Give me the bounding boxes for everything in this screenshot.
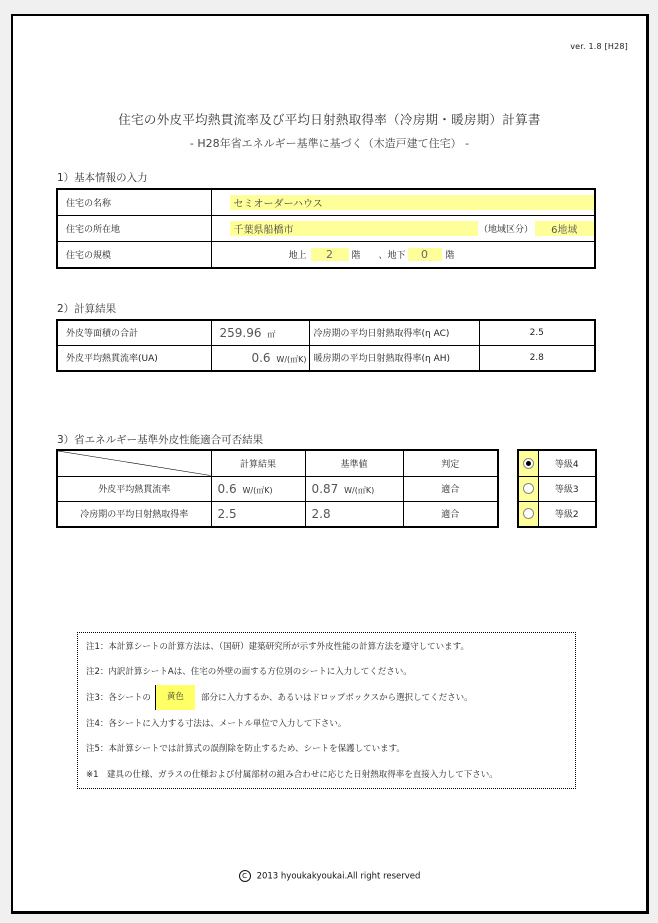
eta-ac-label: 冷房期の平均日射熱取得率(η AC) [309,320,479,345]
below-ground-input[interactable]: 0 [408,248,442,261]
area-unit: ㎡ [267,329,276,339]
above-ground-input[interactable]: 2 [311,248,349,261]
radio-selected-icon[interactable] [523,458,534,469]
header-standard: 基準値 [305,450,403,476]
note-3-prefix: 注3：各シートの [86,693,151,703]
compliance-table [56,449,499,528]
floor-unit-label: 階 [351,250,361,261]
above-ground-label: 地上 [288,250,307,261]
calculation-sheet-page [11,14,649,914]
section1-title: 1）基本情報の入力 [57,172,148,184]
table-row [57,476,498,501]
result-cell [211,476,305,501]
ua-value: 0.6 [251,350,271,365]
note-3-suffix: 部分に入力するか、あるいはドロップボックスから選択してください。 [200,693,473,703]
below-ground-label: 、地下 [378,250,406,261]
standard-cell [305,476,403,501]
result-unit: W/(㎡K) [242,485,273,495]
area-label: 外皮等面積の合計 [57,320,211,345]
result-value: 0.6 [217,481,237,496]
version-label: ver. 1.8 [H28] [570,42,628,51]
grade-radio-cell[interactable] [518,476,538,501]
note-5: 注5：本計算シートでは計算式の誤削除を防止するため、シートを保護しています。 [86,744,405,754]
radio-unselected-icon[interactable] [523,483,534,494]
header-result: 計算結果 [211,450,305,476]
calc-results-table [56,319,596,372]
note-1: 注1：本計算シートの計算方法は、（国研）建築研究所が示す外皮性能の計算方法を遵守しています。 [86,642,469,652]
section2-title: 2）計算結果 [57,303,117,315]
page-title: 住宅の外皮平均熱貫流率及び平均日射熱取得率（冷房期・暖房期）計算書 [118,112,541,127]
standard-value: 0.87 [311,481,339,496]
eta-ah-label: 暖房期の平均日射熱取得率(η AH) [309,345,479,371]
ua-unit: W/(㎡K) [276,354,307,364]
section3-title: 3）省エネルギー基準外皮性能適合可否結果 [57,434,264,446]
eta-ah-value: 2.8 [479,345,595,371]
note-2: 注2：内訳計算シートAは、住宅の外壁の面する方位別のシートに入力してください。 [86,667,412,677]
header-diagonal-cell [57,450,211,476]
copyright-footer [13,870,646,882]
radio-unselected-icon[interactable] [523,508,534,519]
grade-option[interactable] [518,501,596,527]
area-value: 259.96 [219,325,262,340]
region-label: （地域区分） [478,224,533,235]
standard-value: 2.8 [311,506,331,521]
diagonal-line [58,451,211,476]
house-name-cell [211,189,595,215]
grade-radio-cell[interactable] [518,450,538,476]
house-scale-label: 住宅の規模 [57,241,211,268]
house-name-input[interactable]: セミオーダーハウス [230,195,595,210]
grade-option[interactable] [518,450,596,476]
note-6: ※1 建具の仕様、ガラスの仕様および付属部材の組み合わせに応じた日射熱取得率を直接入力して下さい。 [86,770,498,780]
ua-cell [211,345,309,371]
result-cell [211,501,305,527]
house-location-input[interactable]: 千葉県船橋市 [230,221,478,236]
note-3 [86,685,473,711]
yellow-swatch: 黄色 [155,685,195,710]
eta-ac-value: 2.5 [479,320,595,345]
area-cell [211,320,309,345]
floor-unit-label-2: 階 [445,250,455,261]
copyright-text: 2013 hyoukakyoukai.All right reserved [256,871,421,882]
header-judgement: 判定 [403,450,498,476]
grade-option[interactable] [518,476,596,501]
house-location-cell [211,215,595,241]
page-subtitle: - H28年省エネルギー基準に基づく（木造戸建て住宅） - [189,137,470,150]
judgement-value: 適合 [403,501,498,527]
house-location-label: 住宅の所在地 [57,215,211,241]
grade-label: 等級2 [538,501,596,527]
copyright-icon: C [239,870,251,882]
notes-box [77,632,576,789]
table-row [57,501,498,527]
grade-radio-cell[interactable] [518,501,538,527]
grade-label: 等級3 [538,476,596,501]
region-select[interactable]: 6地域 [535,221,595,236]
ua-label: 外皮平均熱貫流率(UA) [57,345,211,371]
house-scale-cell [211,241,595,268]
judgement-value: 適合 [403,476,498,501]
row-label: 冷房期の平均日射熱取得率 [57,501,211,527]
row-label: 外皮平均熱貫流率 [57,476,211,501]
grade-selector [517,449,597,528]
house-name-label: 住宅の名称 [57,189,211,215]
note-4: 注4：各シートに入力する寸法は、メートル単位で入力して下さい。 [86,719,347,729]
standard-cell [305,501,403,527]
standard-unit: W/(㎡K) [344,485,375,495]
basic-info-table [56,188,596,269]
result-value: 2.5 [217,506,237,521]
grade-label: 等級4 [538,450,596,476]
